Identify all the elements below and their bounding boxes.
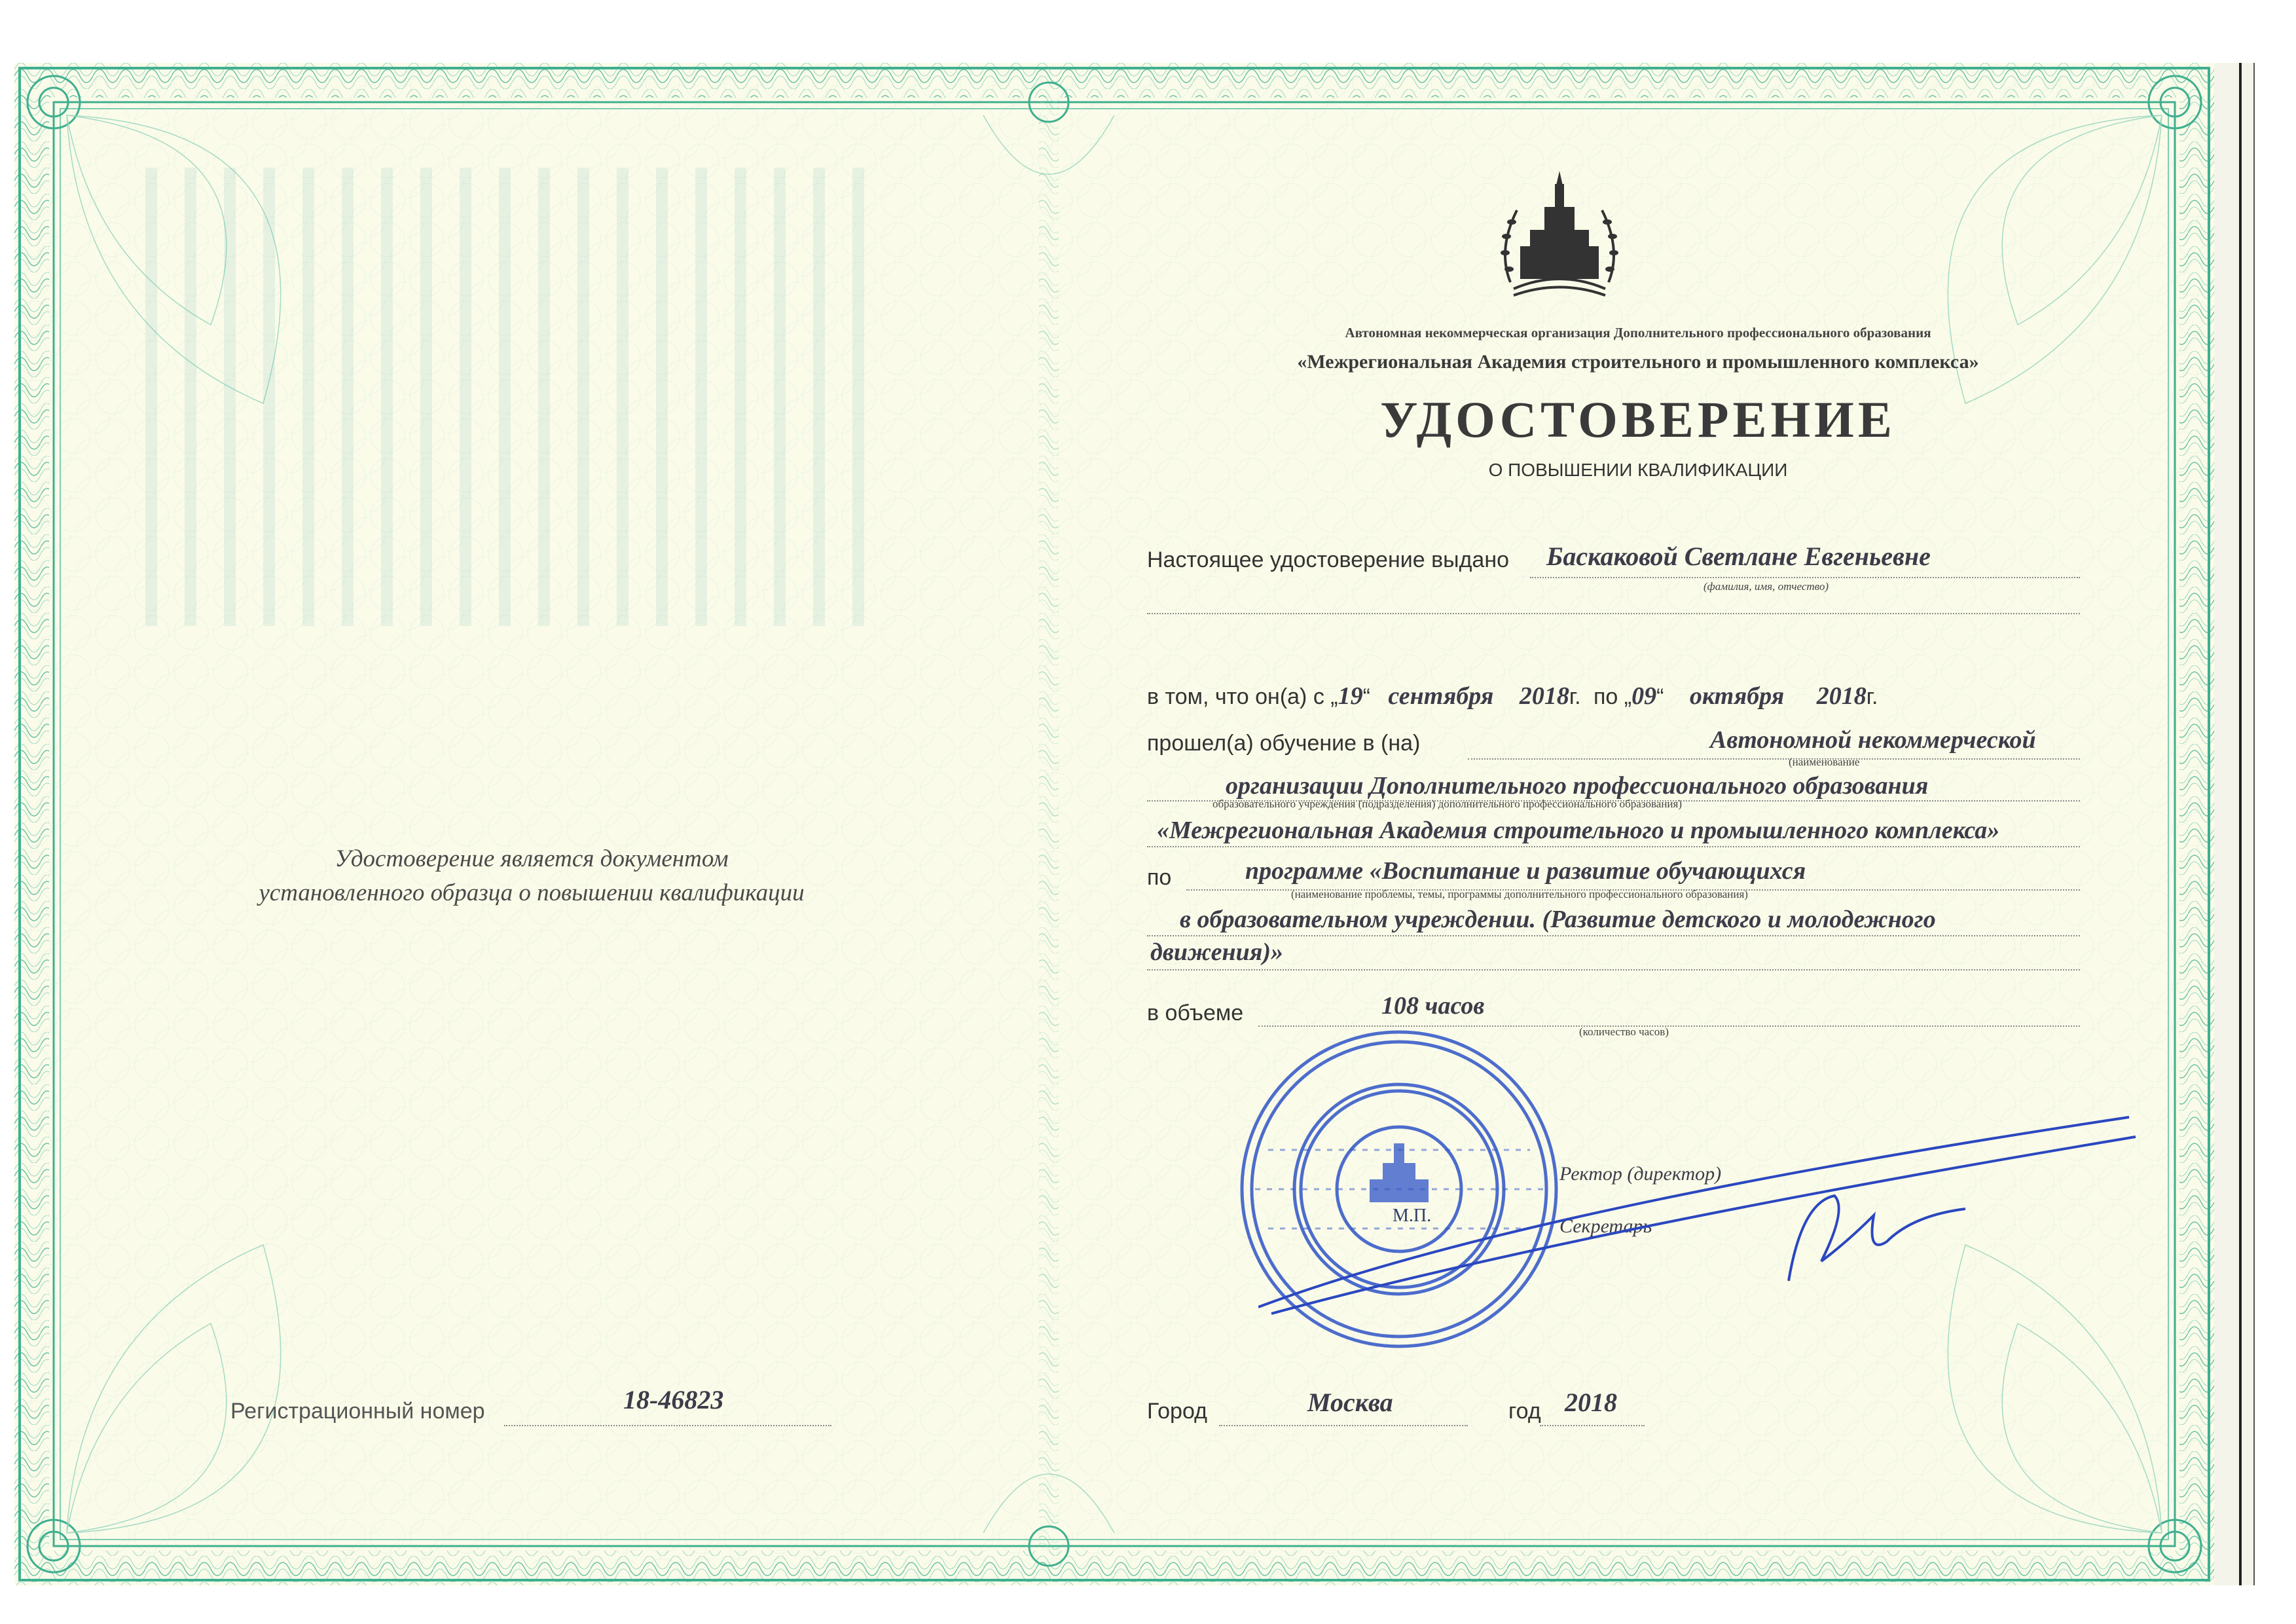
left-note-line1: Удостоверение является документом <box>335 845 729 872</box>
year-suffix-2: г. <box>1866 684 1878 709</box>
reg-number-line <box>504 1425 831 1426</box>
hint-program: (наименование проблемы, темы, программы дополнительного профессионального образования) <box>1291 888 1748 900</box>
date-from-day: 19 <box>1338 682 1363 710</box>
program-line3 <box>1147 969 2080 970</box>
trained-label: прошел(а) обучение в (на) <box>1147 731 1421 756</box>
city-label: Город <box>1147 1399 1207 1424</box>
program-line2 <box>1147 935 2080 936</box>
date-to-month: октября <box>1689 682 1785 710</box>
quote-close-2: “ <box>1656 684 1664 709</box>
left-note <box>172 842 892 910</box>
date-from-month: сентября <box>1388 682 1494 710</box>
po-label: по <box>1593 684 1618 709</box>
left-note-line2: установленного образца о повышении квалификации <box>259 879 805 906</box>
scan-edge <box>2214 63 2253 1585</box>
hint-institution: образовательного учреждения (подразделения) дополнительного профессионального образования) <box>1212 798 1682 810</box>
date-to-year: 2018 <box>1816 682 1867 710</box>
secretary-label: Секретарь <box>1559 1215 1652 1237</box>
trained-value1: Автономной некоммерческой <box>1710 726 2036 754</box>
document-subtitle: О ПОВЫШЕНИИ КВАЛИФИКАЦИИ <box>1488 460 1788 480</box>
org-line2: «Межрегиональная Академия строительного и промышленного комплекса» <box>1297 351 1979 373</box>
period-prefix: в том, что он(а) с <box>1147 684 1324 709</box>
program-value2: в образовательном учреждении. (Развитие детского и молодежного <box>1180 906 1936 933</box>
volume-label: в объеме <box>1147 1001 1244 1025</box>
date-from-year: 2018 <box>1519 682 1569 710</box>
watermark <box>145 168 866 626</box>
quote-open-1: „ <box>1330 684 1338 709</box>
hint-name: (наименование <box>1789 756 1860 768</box>
issued-line2 <box>1147 613 2080 614</box>
quote-close-1: “ <box>1362 684 1370 709</box>
issued-line <box>1530 577 2080 578</box>
issued-label: Настоящее удостоверение выдано <box>1147 547 1510 572</box>
rector-label: Ректор (директор) <box>1559 1163 1722 1185</box>
reg-number-label: Регистрационный номер <box>230 1399 485 1424</box>
trained-line1 <box>1468 758 2080 760</box>
volume-value: 108 часов <box>1381 992 1485 1020</box>
quote-open-2: „ <box>1624 684 1632 709</box>
city-line <box>1219 1425 1468 1426</box>
period-row <box>1147 682 1878 710</box>
issued-name: Баскаковой Светлане Евгеньевне <box>1546 542 1931 571</box>
program-value3: движения)» <box>1150 938 1283 966</box>
scan-edge-line2 <box>2253 63 2255 1585</box>
trained-value2: организации Дополнительного профессионального образования <box>1226 772 1929 800</box>
scan-edge-line <box>2239 63 2242 1585</box>
hours-hint: (количество часов) <box>1579 1025 1669 1038</box>
year-suffix-1: г. <box>1569 684 1581 709</box>
org-line1: Автономная некоммерческая организация Дополнительного профессионального образования <box>1345 325 1931 341</box>
year-value: 2018 <box>1565 1388 1617 1417</box>
fio-hint: (фамилия, имя, отчество) <box>1704 580 1829 593</box>
program-label: по <box>1147 865 1172 890</box>
academy-emblem-icon <box>1491 171 1628 308</box>
year-label: год <box>1508 1399 1541 1424</box>
certificate-sheet <box>14 63 2214 1585</box>
stamp-mp-label: М.П. <box>1393 1206 1432 1226</box>
rector-signature <box>1258 1045 2142 1320</box>
year-line <box>1540 1425 1645 1426</box>
trained-value3: «Межрегиональная Академия строительного и промышленного комплекса» <box>1157 817 2000 844</box>
city-value: Москва <box>1307 1388 1393 1417</box>
reg-number-value: 18-46823 <box>623 1385 724 1414</box>
program-value1: программе «Воспитание и развитие обучающихся <box>1245 857 1806 885</box>
document-title: УДОСТОВЕРЕНИЕ <box>1380 391 1896 448</box>
date-to-day: 09 <box>1631 682 1657 710</box>
trained-line3 <box>1147 846 2080 847</box>
